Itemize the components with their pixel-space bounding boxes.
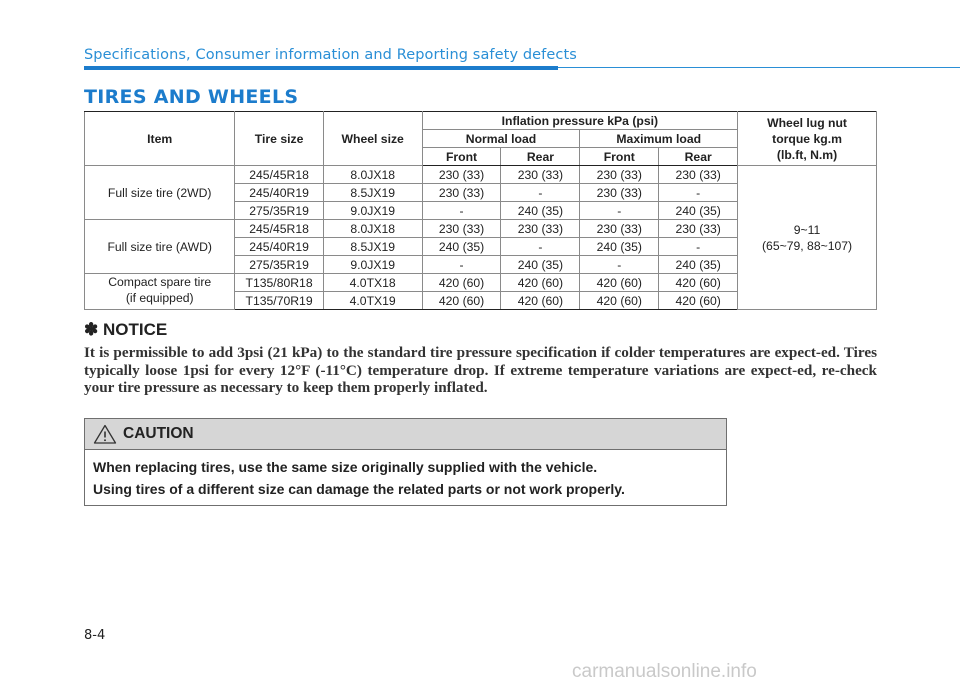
warning-triangle-icon — [93, 424, 117, 444]
tire-size-cell: 275/35R19 — [235, 256, 323, 274]
notice-body: It is permissible to add 3psi (21 kPa) to the standard tire pressure specification if colder temperatures are expect-ed. Tires typically loose 1psi for every 12°F (-11°C) temperature drop. If extreme temperature variations are expect-ed, re-check your tire pressure as necessary to keep them properly inflated. — [84, 344, 877, 397]
header-lug-nut-torque — [738, 112, 877, 166]
page-title: TIRES AND WHEELS — [84, 86, 299, 108]
wheel-size-cell: 4.0TX19 — [323, 292, 422, 310]
max-rear-cell: - — [659, 184, 738, 202]
section-rule-thin — [558, 67, 960, 68]
header-inflation-pressure: Inflation pressure kPa (psi) — [422, 112, 738, 130]
section-rule — [84, 66, 558, 70]
tire-size-cell: 275/35R19 — [235, 202, 323, 220]
normal-front-cell: 240 (35) — [422, 238, 501, 256]
page-number: 8-4 — [84, 628, 106, 643]
max-front-cell: 230 (33) — [580, 184, 659, 202]
header-maximum-load: Maximum load — [580, 130, 738, 148]
wheel-size-cell: 8.5JX19 — [323, 184, 422, 202]
normal-front-cell: 420 (60) — [422, 274, 501, 292]
item-cell-line2: (if equipped) — [125, 291, 194, 305]
tire-size-cell: 245/40R19 — [235, 238, 323, 256]
wheel-size-cell: 9.0JX19 — [323, 202, 422, 220]
normal-front-cell: 420 (60) — [422, 292, 501, 310]
normal-rear-cell: 240 (35) — [501, 256, 580, 274]
item-cell: Full size tire (AWD) — [85, 220, 235, 274]
header-normal-front: Front — [422, 148, 501, 166]
tire-spec-table — [84, 111, 877, 310]
max-front-cell: - — [580, 202, 659, 220]
item-cell-line1: Compact spare tire — [108, 275, 212, 289]
wheel-size-cell: 9.0JX19 — [323, 256, 422, 274]
normal-front-cell: - — [422, 256, 501, 274]
max-front-cell: 420 (60) — [580, 292, 659, 310]
watermark: carmanualsonline.info — [572, 661, 757, 682]
tire-size-cell: T135/80R18 — [235, 274, 323, 292]
caution-header — [85, 419, 726, 450]
header-max-rear: Rear — [659, 148, 738, 166]
max-rear-cell: 240 (35) — [659, 256, 738, 274]
table-row — [85, 166, 877, 184]
normal-front-cell: 230 (33) — [422, 220, 501, 238]
header-max-front: Front — [580, 148, 659, 166]
max-rear-cell: 420 (60) — [659, 292, 738, 310]
max-rear-cell: 420 (60) — [659, 274, 738, 292]
normal-rear-cell: - — [501, 184, 580, 202]
max-front-cell: 420 (60) — [580, 274, 659, 292]
torque-header-line1: Wheel lug nut — [767, 115, 847, 130]
normal-front-cell: 230 (33) — [422, 184, 501, 202]
normal-rear-cell: - — [501, 238, 580, 256]
torque-value-line2: (65~79, 88~107) — [761, 238, 853, 253]
tire-size-cell: T135/70R19 — [235, 292, 323, 310]
max-front-cell: 230 (33) — [580, 220, 659, 238]
header-wheel-size: Wheel size — [323, 112, 422, 166]
normal-rear-cell: 230 (33) — [501, 166, 580, 184]
max-rear-cell: - — [659, 238, 738, 256]
max-front-cell: 230 (33) — [580, 166, 659, 184]
wheel-size-cell: 8.0JX18 — [323, 166, 422, 184]
normal-rear-cell: 230 (33) — [501, 220, 580, 238]
normal-rear-cell: 420 (60) — [501, 274, 580, 292]
wheel-size-cell: 8.0JX18 — [323, 220, 422, 238]
torque-value-line1: 9~11 — [793, 222, 821, 237]
max-rear-cell: 230 (33) — [659, 220, 738, 238]
max-rear-cell: 230 (33) — [659, 166, 738, 184]
item-cell — [85, 274, 235, 310]
normal-rear-cell: 420 (60) — [501, 292, 580, 310]
header-item: Item — [85, 112, 235, 166]
wheel-size-cell: 8.5JX19 — [323, 238, 422, 256]
normal-front-cell: 230 (33) — [422, 166, 501, 184]
caution-line-2: Using tires of a different size can damage the related parts or not work properly. — [93, 480, 625, 497]
wheel-size-cell: 4.0TX18 — [323, 274, 422, 292]
item-cell: Full size tire (2WD) — [85, 166, 235, 220]
caution-body — [85, 450, 726, 500]
caution-line-1: When replacing tires, use the same size originally supplied with the vehicle. — [93, 459, 598, 475]
tire-size-cell: 245/40R19 — [235, 184, 323, 202]
torque-value-cell — [738, 166, 877, 310]
normal-rear-cell: 240 (35) — [501, 202, 580, 220]
max-front-cell: - — [580, 256, 659, 274]
caution-box — [84, 418, 727, 506]
header-normal-rear: Rear — [501, 148, 580, 166]
tire-size-cell: 245/45R18 — [235, 166, 323, 184]
notice-heading: ✽ NOTICE — [84, 320, 168, 339]
max-rear-cell: 240 (35) — [659, 202, 738, 220]
tire-size-cell: 245/45R18 — [235, 220, 323, 238]
torque-header-line3: (lb.ft, N.m) — [776, 147, 838, 162]
header-normal-load: Normal load — [422, 130, 580, 148]
normal-front-cell: - — [422, 202, 501, 220]
torque-header-line2: torque kg.m — [772, 131, 842, 146]
caution-label: CAUTION — [123, 425, 194, 442]
max-front-cell: 240 (35) — [580, 238, 659, 256]
header-tire-size: Tire size — [235, 112, 323, 166]
section-header: Specifications, Consumer information and Reporting safety defects — [84, 47, 577, 63]
